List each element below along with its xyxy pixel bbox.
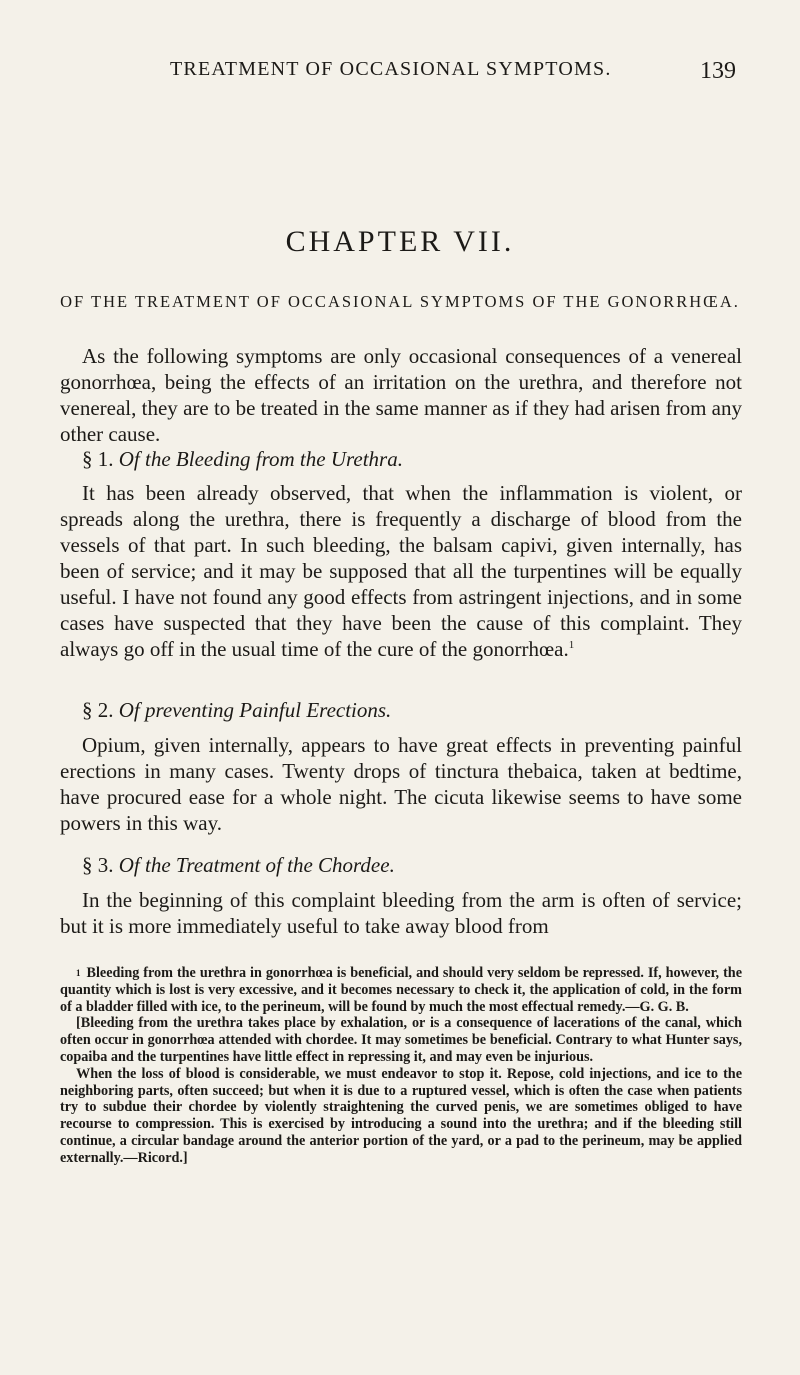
section-title: Of preventing Painful Erections. xyxy=(118,698,392,722)
section-number: § 1. xyxy=(82,447,114,471)
running-head xyxy=(0,58,800,88)
footnote-reference[interactable]: 1 xyxy=(568,639,575,651)
section-title: Of the Treatment of the Chordee. xyxy=(118,853,395,877)
footnote-paragraph xyxy=(60,965,742,1015)
section-number: § 2. xyxy=(82,698,114,722)
chapter-heading: CHAPTER VII. xyxy=(285,225,515,258)
section-heading-3 xyxy=(82,852,742,878)
section-title: Of the Bleeding from the Urethra. xyxy=(118,447,403,471)
page-number: 139 xyxy=(700,58,736,84)
footnote-marker: 1 xyxy=(76,968,81,978)
section-3-paragraph: In the beginning of this complaint bleeding from the arm is often of service; but it is more immediately useful to take away blood from xyxy=(60,888,742,938)
section-number: § 3. xyxy=(82,853,114,877)
intro-paragraph: As the following symptoms are only occasional consequences of a venereal gonorrhœa, being the effects of an irritation on the urethra, and therefore not venereal, they are to be treated in the same manner as if they had arisen from any other cause. xyxy=(60,344,742,446)
section-2-paragraph: Opium, given internally, appears to have great effects in preventing painful erections in many cases. Twenty drops of tinctura thebaica, taken at bedtime, have procured ease for a whole night. The cicuta likewise seems to have some powers in this way. xyxy=(60,733,742,835)
chapter-subtitle: OF THE TREATMENT OF OCCASIONAL SYMPTOMS OF THE GONORRHŒA. xyxy=(60,292,740,311)
footnote-paragraph: [Bleeding from the urethra takes place by exhalation, or is a consequence of lacerations of the canal, which often occur in gonorrhœa attended with chordee. It may sometimes be beneficial. Contrary to what Hunter says, copaiba and the turpentines have little effect in repressing it, and may even be injurious. xyxy=(60,1015,742,1065)
section-heading-2 xyxy=(82,697,742,723)
section-1-paragraph xyxy=(60,480,742,662)
section-heading-1 xyxy=(82,446,742,472)
footnote-text: Bleeding from the urethra in gonorrhœa is beneficial, and should very seldom be repressed. If, however, the quantity which is lost is very excessive, and it becomes necessary to check it, the application of cold, in the form of a bladder filled with ice, to the perineum, will be found by much the most effectual remedy.—G. G. B. xyxy=(60,965,742,1015)
footnotes xyxy=(60,965,742,1167)
running-head-title: TREATMENT OF OCCASIONAL SYMPTOMS. xyxy=(170,58,612,80)
footnote-paragraph: When the loss of blood is considerable, we must endeavor to stop it. Repose, cold injections, and ice to the neighboring parts, often succeed; but when it is due to a ruptured vessel, which is often the case when patients try to subdue their chordee by violently straightening the curved penis, we are sometimes obliged to have recourse to compression. This is exercised by introducing a sound into the urethra; and if the bleeding still continue, a circular bandage around the anterior portion of the yard, or a pad to the perineum, may be applied externally.—Ricord.] xyxy=(60,1065,742,1166)
section-1-text: It has been already observed, that when the inflammation is violent, or spreads along the urethra, there is frequently a discharge of blood from the vessels of that part. In such bleeding, the balsam capivi, given internally, has been of service; and it may be supposed that all the turpentines will be equally useful. I have not found any good effects from astringent injections, and in some cases have suspected that they have been the cause of this complaint. They always go off in the usual time of the cure of the gonorrhœa. xyxy=(60,481,742,661)
